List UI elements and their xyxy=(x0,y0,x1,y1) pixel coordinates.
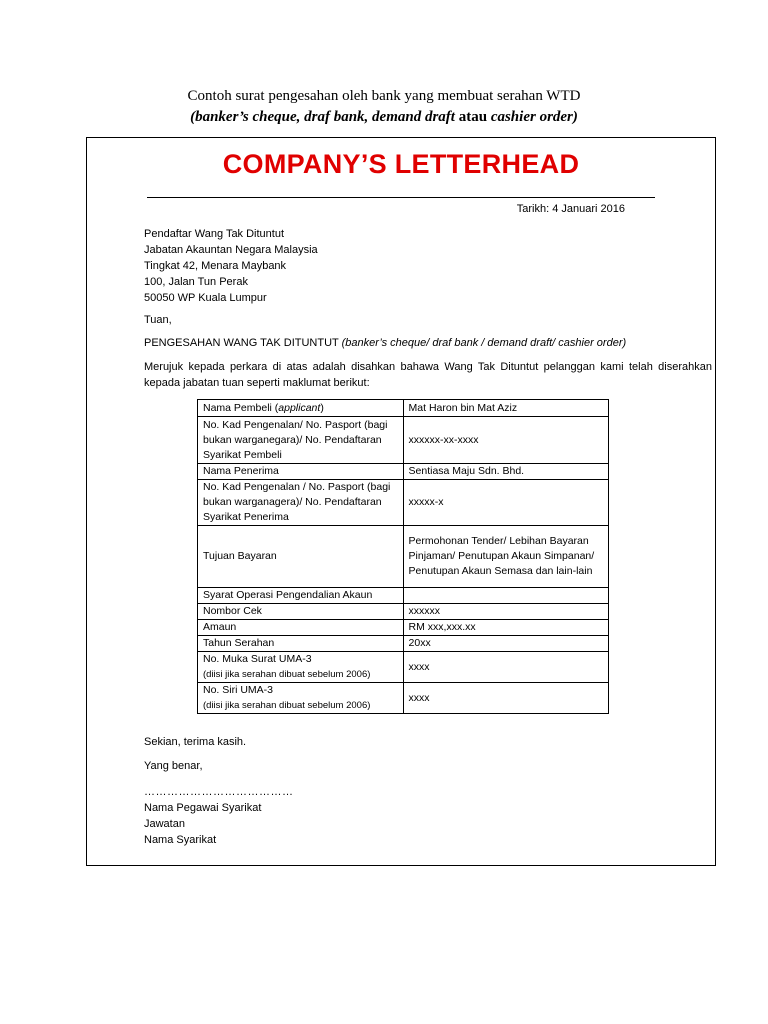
letter-subject xyxy=(144,335,626,351)
table-value-cell: Permohonan Tender/ Lebihan Bayaran Pinjaman/ Penutupan Akaun Simpanan/ Penutupan Akaun Semasa dan lain-lain xyxy=(403,526,608,588)
table-value-cell: xxxxxx-xx-xxxx xyxy=(403,417,608,464)
table-value-cell: Mat Haron bin Mat Aziz xyxy=(403,400,608,417)
signature-line: ………………………………… xyxy=(144,786,294,798)
table-key-cell: Nama Pembeli (applicant) xyxy=(198,400,404,417)
table-row xyxy=(198,620,609,636)
subtitle-open: ( xyxy=(190,109,196,125)
table-row xyxy=(198,480,609,526)
document-header xyxy=(0,86,768,128)
subject-italic: (banker’s cheque/ draf bank / demand draft/ cashier order) xyxy=(341,337,627,349)
table-row xyxy=(198,526,609,588)
subtitle-close: ) xyxy=(572,109,578,125)
table-key-cell: No. Kad Pengenalan / No. Pasport (bagi bukan warganagera)/ No. Pendaftaran Syarikat Penerima xyxy=(198,480,404,526)
table-key-cell: No. Siri UMA-3 (diisi jika serahan dibuat sebelum 2006) xyxy=(198,683,404,714)
document-title: Contoh surat pengesahan oleh bank yang membuat serahan WTD xyxy=(187,88,581,104)
address-line: 50050 WP Kuala Lumpur xyxy=(144,292,267,304)
table-value-cell: 20xx xyxy=(403,636,608,652)
table-key-cell: Tahun Serahan xyxy=(198,636,404,652)
closing-line: Sekian, terima kasih. xyxy=(144,736,247,748)
document-subtitle xyxy=(0,107,768,128)
table-row xyxy=(198,604,609,620)
table-value-cell: xxxxxx xyxy=(403,604,608,620)
table-row xyxy=(198,683,609,714)
address-line: Pendaftar Wang Tak Dituntut xyxy=(144,228,285,240)
table-row xyxy=(198,652,609,683)
table-value-cell: xxxx xyxy=(403,683,608,714)
letter-body: Merujuk kepada perkara di atas adalah disahkan bahawa Wang Tak Dituntut pelanggan kami telah diserahkan kepada jabatan tuan seperti maklumat berikut: xyxy=(144,361,712,389)
subtitle-connector: atau xyxy=(454,109,491,125)
yours-faithfully: Yang benar, xyxy=(144,760,203,772)
table-key-cell: Tujuan Bayaran xyxy=(198,526,404,588)
address-line: Tingkat 42, Menara Maybank xyxy=(144,260,287,272)
table-key-cell: Syarat Operasi Pengendalian Akaun xyxy=(198,588,404,604)
letter-frame xyxy=(86,137,716,866)
table-key-cell: Amaun xyxy=(198,620,404,636)
table-key-cell: Nombor Cek xyxy=(198,604,404,620)
signatory-position: Jawatan xyxy=(144,818,185,830)
table-row xyxy=(198,400,609,417)
letter-date: Tarikh: 4 Januari 2016 xyxy=(516,203,625,215)
subtitle-part-1: banker’s cheque, draf bank, demand draft xyxy=(195,109,455,125)
table-row xyxy=(198,464,609,480)
table-key-cell: No. Kad Pengenalan/ No. Pasport (bagi bukan warganegara)/ No. Pendaftaran Syarikat Pembeli xyxy=(198,417,404,464)
table-row xyxy=(198,417,609,464)
table-row xyxy=(198,588,609,604)
table-value-cell: Sentiasa Maju Sdn. Bhd. xyxy=(403,464,608,480)
table-key-cell: Nama Penerima xyxy=(198,464,404,480)
signatory-block xyxy=(144,800,261,848)
salutation: Tuan, xyxy=(144,314,172,326)
company-letterhead: COMPANY’S LETTERHEAD xyxy=(222,149,580,179)
table-key-cell: No. Muka Surat UMA-3 (diisi jika serahan dibuat sebelum 2006) xyxy=(198,652,404,683)
recipient-address xyxy=(144,226,318,306)
remittance-details-table xyxy=(197,399,609,714)
subtitle-part-2: cashier order xyxy=(490,109,573,125)
subject-plain: PENGESAHAN WANG TAK DITUNTUT xyxy=(144,337,342,349)
address-line: 100, Jalan Tun Perak xyxy=(144,276,248,288)
address-line: Jabatan Akauntan Negara Malaysia xyxy=(144,244,318,256)
table-value-cell: xxxx xyxy=(403,652,608,683)
table-value-cell: xxxxx-x xyxy=(403,480,608,526)
table-value-cell xyxy=(403,588,608,604)
signatory-name: Nama Pegawai Syarikat xyxy=(144,802,262,814)
signatory-company: Nama Syarikat xyxy=(144,834,217,846)
letterhead-divider xyxy=(147,197,655,198)
table-value-cell: RM xxx,xxx.xx xyxy=(403,620,608,636)
table-row xyxy=(198,636,609,652)
